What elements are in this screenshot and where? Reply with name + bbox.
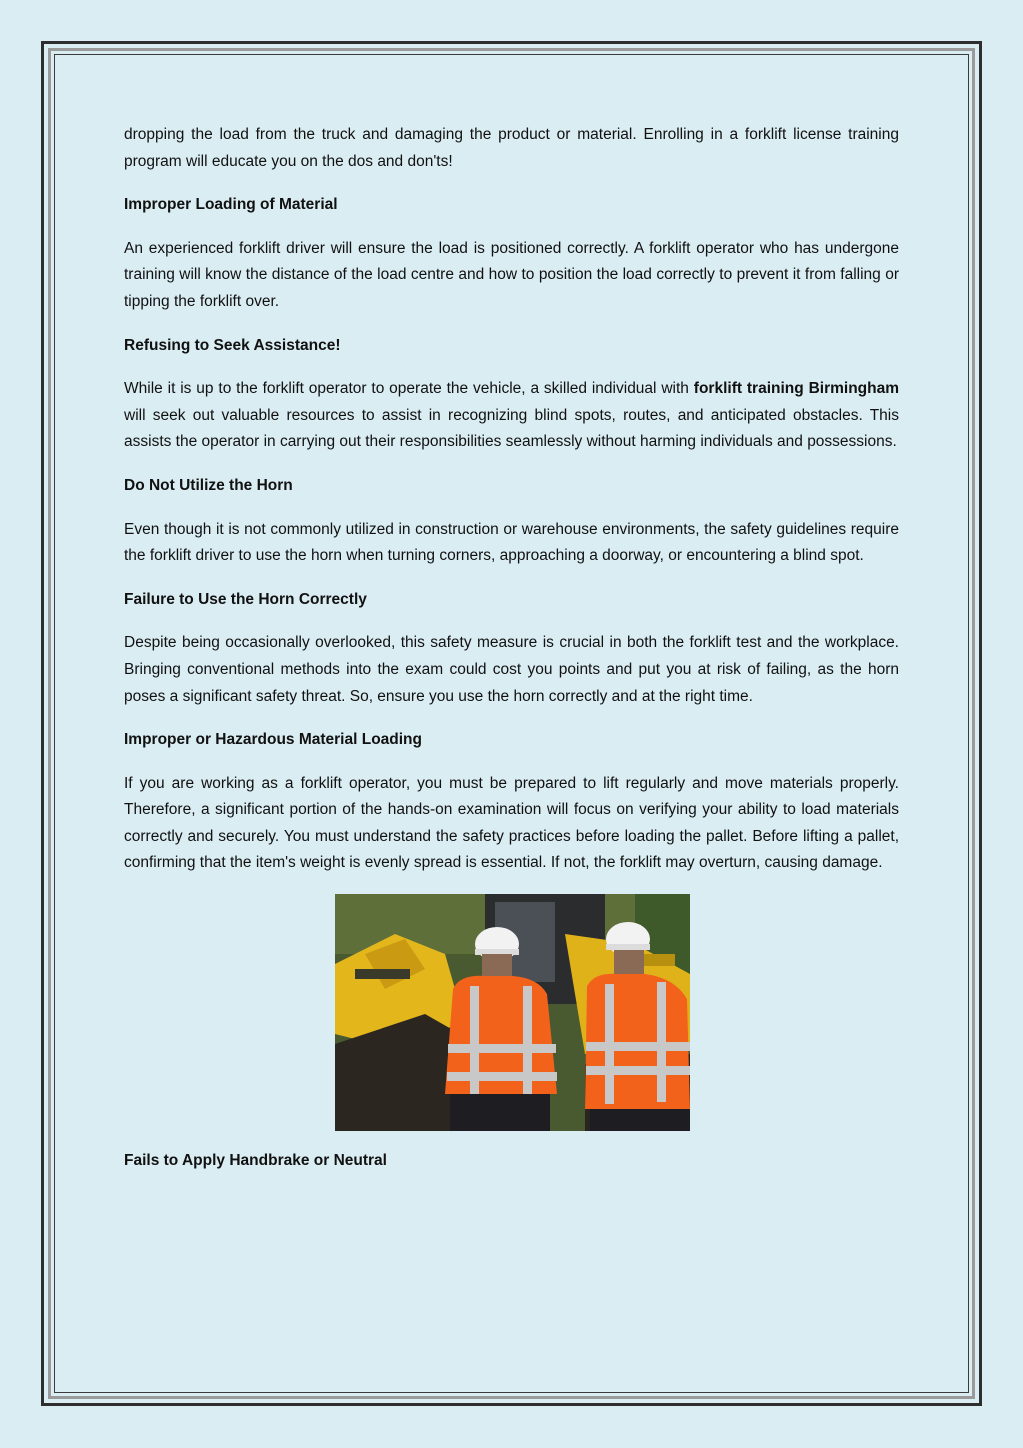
paragraph-hazardous-loading: If you are working as a forklift operator, you must be prepared to lift regularly and move materials properly. Therefore, a significant portion of the hands-on examination will focus on verifying your ability to load materials correctly and securely. You must understand the safety practices before loading the pallet. Before lifting a pallet, confirming that the item's weight is evenly spread is essential. If not, the forklift may overturn, causing damage. xyxy=(124,774,899,872)
paragraph-intro: dropping the load from the truck and damaging the product or material. Enrolling in a forklift license training program will educate you on the dos and don'ts! xyxy=(124,126,899,170)
workers-photo xyxy=(335,894,690,1131)
paragraph-improper-loading: An experienced forklift driver will ensure the load is positioned correctly. A forklift operator who has undergone training will know the distance of the load centre and how to position the load correctly to prevent it from falling or tipping the forklift over. xyxy=(124,239,899,310)
heading-handbrake-neutral: Fails to Apply Handbrake or Neutral xyxy=(124,1152,387,1170)
document-body xyxy=(124,122,899,1192)
heading-refusing-assistance: Refusing to Seek Assistance! xyxy=(124,336,341,354)
paragraph-refusing-assistance xyxy=(124,376,899,456)
paragraph-text: will seek out valuable resources to assist in recognizing blind spots, routes, and anticipated obstacles. This assists the operator in carrying out their responsibilities seamlessly without harming individuals and possessions. xyxy=(124,406,899,451)
paragraph-horn-incorrect: Despite being occasionally overlooked, this safety measure is crucial in both the forklift test and the workplace. Bringing conventional methods into the exam could cost you points and put you at risk of failing, as the horn poses a significant safety threat. So, ensure you use the horn correctly and at the right time. xyxy=(124,634,899,705)
heading-hazardous-loading: Improper or Hazardous Material Loading xyxy=(124,731,422,749)
heading-improper-loading: Improper Loading of Material xyxy=(124,196,338,214)
paragraph-horn-not-utilized: Even though it is not commonly utilized in construction or warehouse environments, the safety guidelines require the forklift driver to use the horn when turning corners, approaching a doorway, or encountering a blind spot. xyxy=(124,520,899,565)
heading-horn-not-utilized: Do Not Utilize the Horn xyxy=(124,476,293,494)
heading-horn-incorrect: Failure to Use the Horn Correctly xyxy=(124,590,367,608)
paragraph-text: While it is up to the forklift operator to operate the vehicle, a skilled individual with xyxy=(124,380,694,398)
bold-keyword: forklift training Birmingham xyxy=(693,380,899,398)
